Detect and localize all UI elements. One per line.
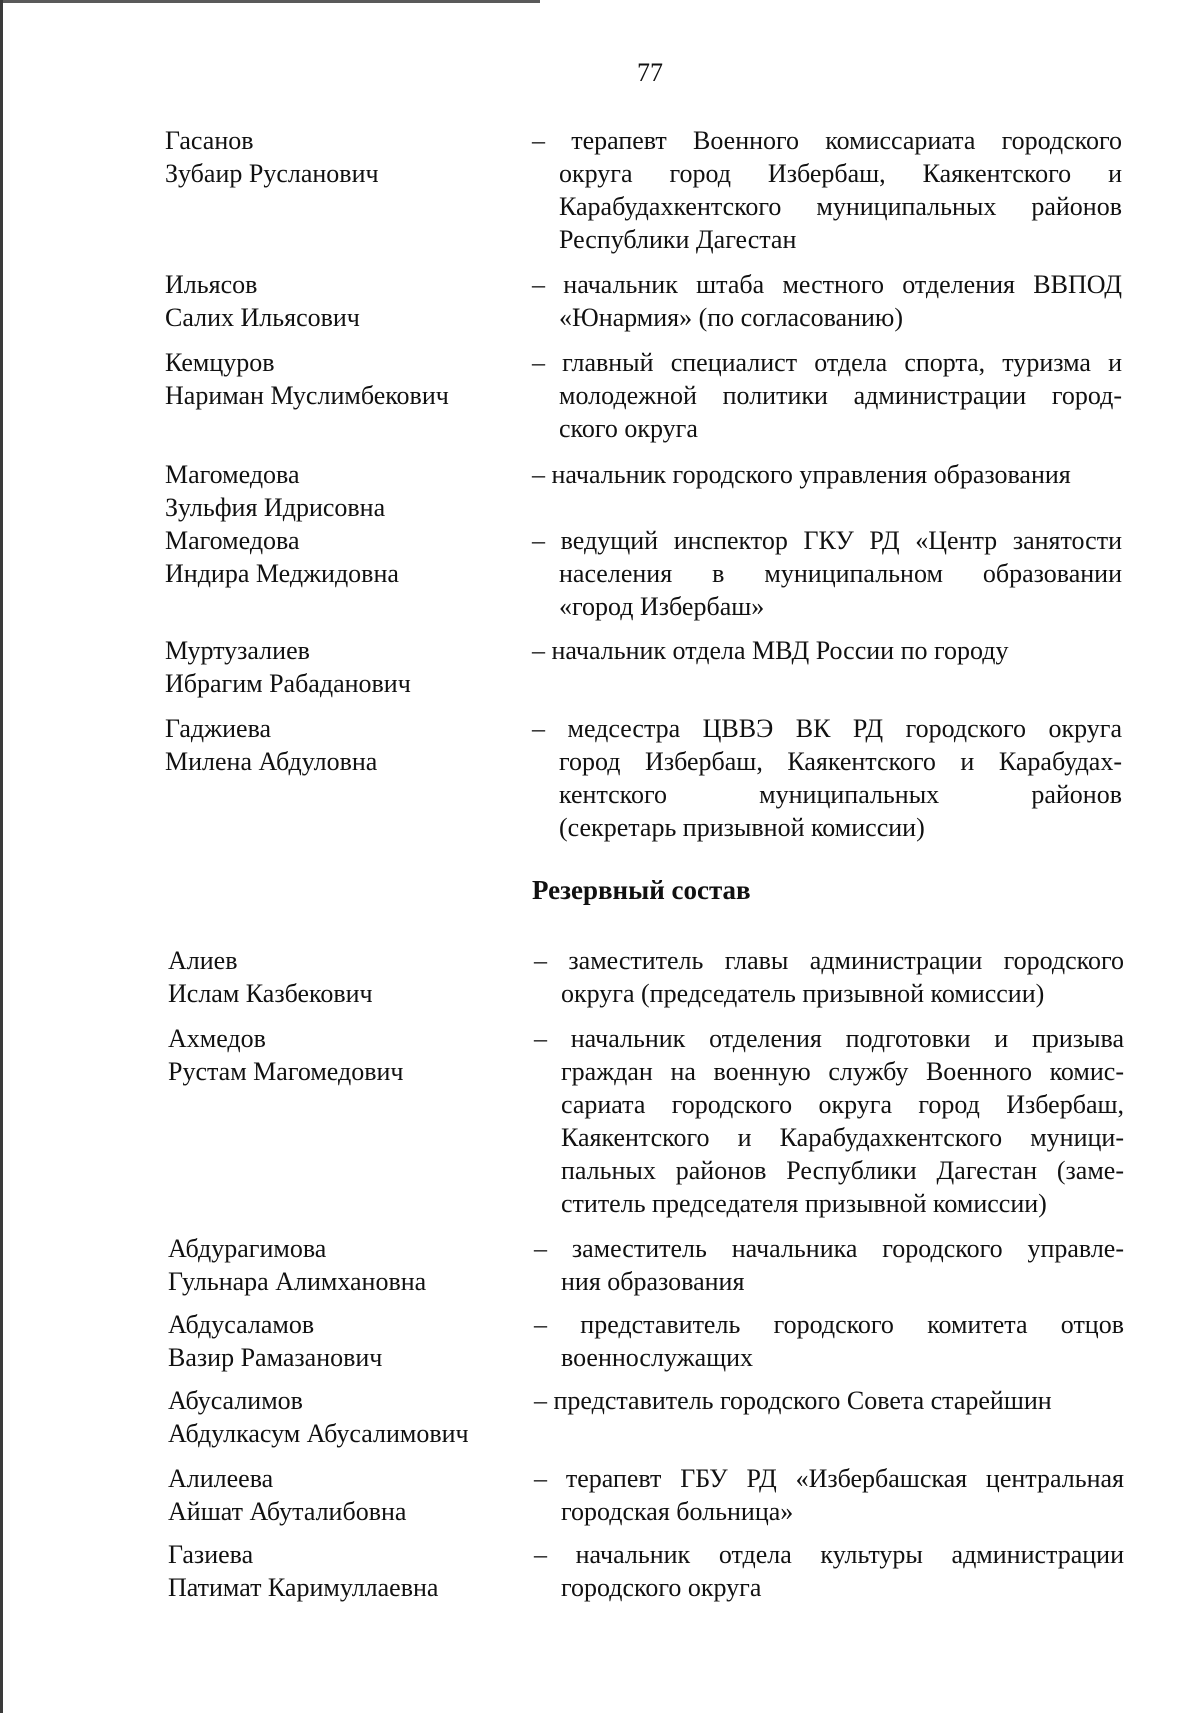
- page-number: 77: [637, 58, 663, 87]
- member-role: [534, 1308, 1124, 1374]
- member-surname: Гаджиева: [165, 714, 272, 743]
- member-given-name: Абдулкасум Абусалимович: [168, 1419, 469, 1448]
- member-surname: Магомедова: [165, 460, 300, 489]
- member-surname: Кемцуров: [165, 348, 275, 377]
- role-line: – представитель городского комитета отцов: [534, 1310, 1124, 1339]
- role-line: – представитель городского Совета старейшин: [534, 1386, 1052, 1415]
- role-line: кентского муниципальных районов: [559, 780, 1122, 809]
- member-surname: Муртузалиев: [165, 636, 310, 665]
- member-given-name: Вазир Рамазанович: [168, 1343, 383, 1372]
- member-role: [534, 1462, 1124, 1528]
- role-line: – главный специалист отдела спорта, туризма и: [532, 348, 1122, 377]
- role-line: молодежной политики администрации город-: [559, 381, 1122, 410]
- member-surname: Ильясов: [165, 270, 258, 299]
- member-role: [534, 1384, 1124, 1417]
- role-line: округа город Избербаш, Каякентского и: [559, 159, 1122, 188]
- member-surname: Газиева: [168, 1540, 254, 1569]
- member-name: [168, 1232, 498, 1298]
- member-given-name: Патимат Каримуллаевна: [168, 1573, 439, 1602]
- member-given-name: Милена Абдуловна: [165, 747, 378, 776]
- member-given-name: Ислам Казбекович: [168, 979, 373, 1008]
- role-line: (секретарь призывной комиссии): [559, 813, 925, 842]
- role-line: населения в муниципальном образовании: [559, 559, 1122, 588]
- role-line: «Юнармия» (по согласованию): [559, 303, 904, 332]
- scan-edge-left: [0, 0, 3, 1713]
- role-line: пальных районов Республики Дагестан (заме-: [561, 1156, 1124, 1185]
- member-name: [168, 944, 498, 1010]
- role-line: – заместитель начальника городского управле-: [534, 1234, 1124, 1263]
- member-role: [534, 944, 1124, 1010]
- role-line: Карабудахкентского муниципальных районов: [559, 192, 1122, 221]
- member-surname: Алилеева: [168, 1464, 274, 1493]
- member-given-name: Ибрагим Рабаданович: [165, 669, 411, 698]
- scan-edge-top: [0, 0, 540, 3]
- member-role: [532, 712, 1122, 844]
- role-line: – начальник отдела МВД России по городу: [532, 636, 1009, 665]
- member-name: [165, 346, 495, 412]
- member-given-name: Гульнара Алимхановна: [168, 1267, 427, 1296]
- role-line: городского округа: [561, 1573, 762, 1602]
- role-line: – начальник отделения подготовки и призыва: [534, 1024, 1124, 1053]
- role-line: ского округа: [559, 414, 698, 443]
- member-role: [532, 634, 1122, 667]
- member-given-name: Рустам Магомедович: [168, 1057, 404, 1086]
- member-role: [534, 1232, 1124, 1298]
- member-name: [165, 634, 495, 700]
- member-role: [532, 346, 1122, 445]
- member-surname: Ахмедов: [168, 1024, 266, 1053]
- member-given-name: Зубаир Русланович: [165, 159, 379, 188]
- member-role: [532, 268, 1122, 334]
- role-line: Республики Дагестан: [559, 225, 797, 254]
- member-name: [165, 268, 495, 334]
- member-name: [165, 124, 495, 190]
- member-surname: Магомедова: [165, 526, 300, 555]
- role-line: – начальник штаба местного отделения ВВПОД: [532, 270, 1122, 299]
- member-name: [168, 1308, 498, 1374]
- member-name: [165, 458, 495, 524]
- member-role: [532, 458, 1122, 491]
- member-name: [165, 524, 495, 590]
- member-role: [532, 124, 1122, 256]
- role-line: городская больница»: [561, 1497, 794, 1526]
- member-given-name: Салих Ильясович: [165, 303, 360, 332]
- member-name: [168, 1384, 498, 1450]
- member-given-name: Индира Меджидовна: [165, 559, 399, 588]
- role-line: – медсестра ЦВВЭ ВК РД городского округа: [532, 714, 1122, 743]
- member-name: [168, 1022, 498, 1088]
- role-line: город Избербаш, Каякентского и Карабудах-: [559, 747, 1122, 776]
- member-name: [168, 1462, 498, 1528]
- member-name: [168, 1538, 498, 1604]
- member-surname: Гасанов: [165, 126, 254, 155]
- member-given-name: Айшат Абуталибовна: [168, 1497, 407, 1526]
- member-surname: Абдусаламов: [168, 1310, 315, 1339]
- role-line: округа (председатель призывной комиссии): [561, 979, 1045, 1008]
- member-role: [534, 1538, 1124, 1604]
- member-surname: Алиев: [168, 946, 238, 975]
- member-given-name: Нариман Муслимбекович: [165, 381, 449, 410]
- reserve-section-title: Резервный состав: [532, 875, 751, 905]
- role-line: военнослужащих: [561, 1343, 754, 1372]
- role-line: – терапевт ГБУ РД «Избербашская центральная: [534, 1464, 1124, 1493]
- role-line: сариата городского округа город Избербаш,: [561, 1090, 1124, 1119]
- role-line: Каякентского и Карабудахкентского муници-: [561, 1123, 1124, 1152]
- member-surname: Абдурагимова: [168, 1234, 327, 1263]
- member-role: [534, 1022, 1124, 1220]
- member-surname: Абусалимов: [168, 1386, 303, 1415]
- member-role: [532, 524, 1122, 623]
- role-line: граждан на военную службу Военного комис-: [561, 1057, 1124, 1086]
- member-name: [165, 712, 495, 778]
- role-line: ститель председателя призывной комиссии): [561, 1189, 1047, 1218]
- member-given-name: Зульфия Идрисовна: [165, 493, 386, 522]
- role-line: – ведущий инспектор ГКУ РД «Центр занятости: [532, 526, 1122, 555]
- role-line: ния образования: [561, 1267, 745, 1296]
- role-line: – терапевт Военного комиссариата городского: [532, 126, 1122, 155]
- role-line: «город Избербаш»: [559, 592, 765, 621]
- role-line: – заместитель главы администрации городского: [534, 946, 1124, 975]
- role-line: – начальник отдела культуры администрации: [534, 1540, 1124, 1569]
- role-line: – начальник городского управления образования: [532, 460, 1071, 489]
